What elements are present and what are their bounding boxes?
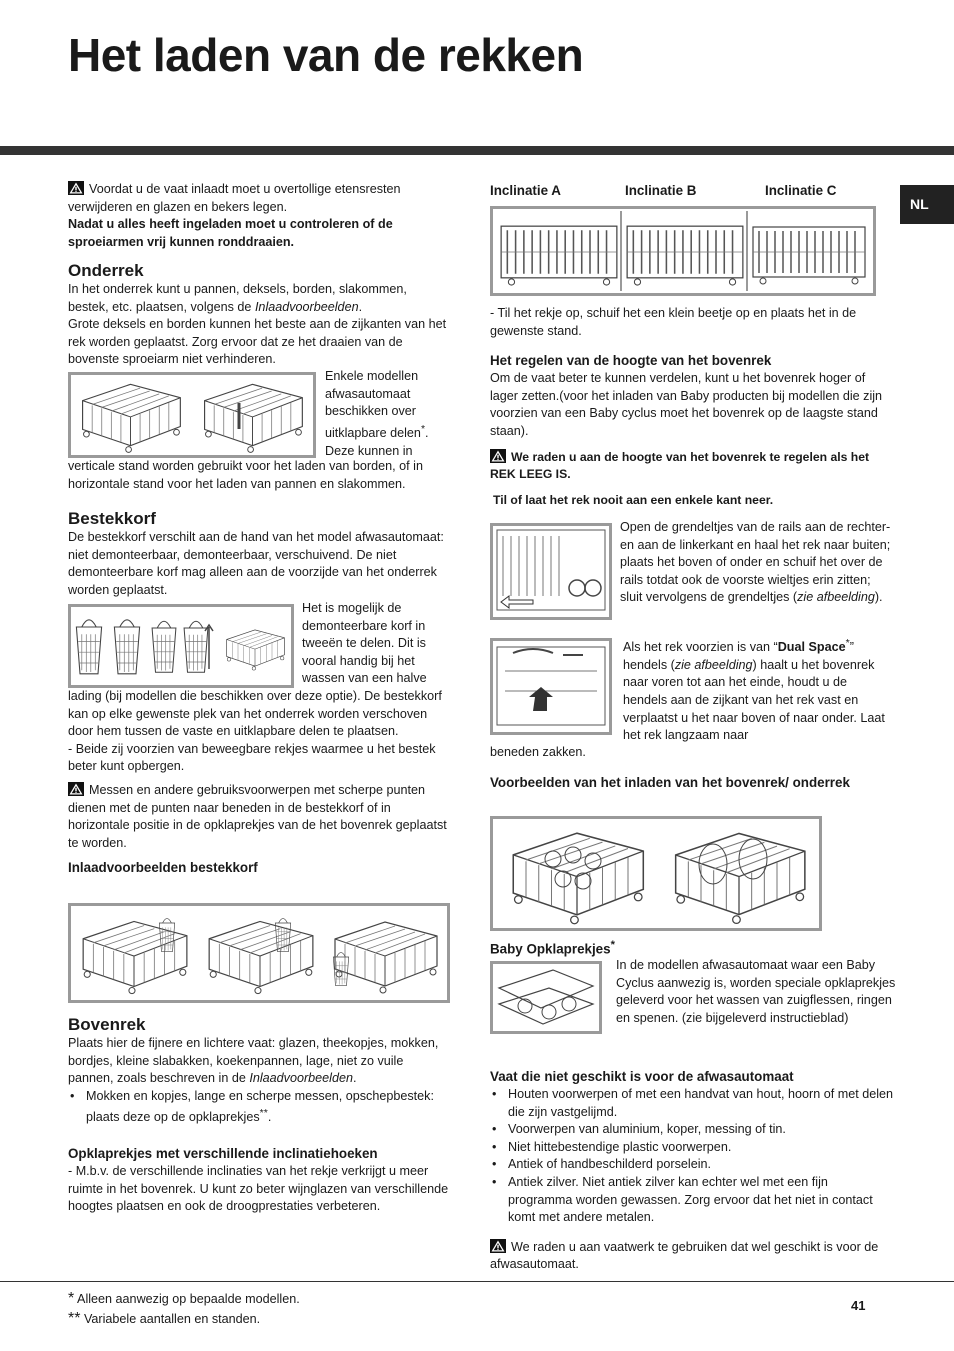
ongeschikt-section [490, 1068, 894, 1274]
section-bovenrek [68, 1014, 450, 1216]
footnote-mark: * [68, 1290, 75, 1307]
bestekkorf-warning: Messen en andere gebruiksvoorwerpen met scherpe punten dienen met de punten naar beneden in de bestekkorf of in horizontale positie in de opklaprekjes van de het bovenrek geplaatst te worden. [68, 782, 447, 850]
warning-icon [490, 1239, 506, 1253]
page-title: Het laden van de rekken [68, 29, 584, 81]
heading-onderrek: Onderrek [68, 261, 144, 280]
bestekkorf-p2a: Het is mogelijk de demonteerbare korf in tweeën te delen. Dit is vooral handig bij het wassen van een halve [302, 601, 427, 686]
baby-text [616, 957, 896, 1027]
intro-bold-text: Nadat u alles heeft ingeladen moet u controleren of de sproeiarmen vrij kunnen ronddraaien. [68, 217, 393, 249]
heading-hoogte: Het regelen van de hoogte van het bovenrek [490, 353, 772, 369]
ongeschikt-warning: We raden u aan vaatwerk te gebruiken dat wel geschikt is voor de afwasautomaat. [490, 1239, 879, 1272]
label-inclinatie-c: Inclinatie C [765, 183, 837, 198]
hoogte-bold2: Til of laat het rek nooit aan een enkele kant neer. [493, 492, 774, 507]
header-rule [0, 146, 954, 155]
bestekkorf-side [302, 600, 450, 688]
onderrek-p1a: In het onderrek kunt u pannen, deksels, borden, slakommen, bestek, etc. plaatsen, volgens de [68, 282, 407, 314]
heading-ongeschikt: Vaat die niet geschikt is voor de afwasautomaat [490, 1069, 794, 1084]
section-bestekkorf [68, 508, 450, 599]
onderrek-p2: Grote deksels en borden kunnen het beste aan de zijkanten van het rek worden geplaatst. Zorg ervoor dat ze het draaien van de bovenste sproeiarm niet verhinderen. [68, 317, 447, 367]
list-item: • Niet hittebestendige plastic voorwerpen. [490, 1139, 894, 1157]
list-item: • Houten voorwerpen of met een handvat van hout, hoorn of met delen die zijn vastgelijmd. [490, 1086, 894, 1121]
baby-p1: In de modellen afwasautomaat waar een Baby Cyclus aanwezig is, worden speciale opklaprekjes geleverd voor het wassen van zuigflessen, ringen en spenen. (zie bijgeleverd instructieblad) [616, 958, 896, 1025]
onderrek-p1b: . [358, 299, 363, 314]
heading-baby: Baby Opklaprekjes [490, 941, 611, 957]
bovenrek-p1a: Plaats hier de fijnere en lichtere vaat: glazen, theekopjes, mokken, bordjes, kleine slabakken, koekenpannen, lage, niet zo vuile pannen, zoals beschreven in de [68, 1036, 439, 1086]
inlaad-figure [68, 903, 450, 1003]
rail-text [620, 519, 894, 607]
warning-icon [68, 782, 84, 796]
dual-space-label: Dual Space [777, 640, 846, 655]
bestekkorf-p3: - Beide zij voorzien van beweegbare rekjes waarmee u het bestek beter kunt opbergen. [68, 741, 436, 774]
bovenrek-bullet: Mokken en kopjes, lange en scherpe messen, opschepbestek: plaats deze op de opklaprekjes [86, 1088, 434, 1125]
hoogte-p2b: ). [874, 590, 883, 605]
onderrek-p1-italic: Inlaadvoorbeelden [254, 299, 359, 314]
list-item [68, 1088, 450, 1127]
opklap-p1: - M.b.v. de verschillende inclinaties van het rekje verkrijgt u meer ruimte in het bovenrek. U kunt zo beter wijnglazen van verschillende hoogtes plaatsen en ook de droogprestaties verbeteren. [68, 1164, 449, 1214]
dualspace-figure [490, 638, 612, 735]
hoogte-p3b: ” hendels ( [623, 640, 854, 672]
hoogte-p3d: beneden zakken. [490, 745, 586, 759]
footnote-mark: * [420, 422, 426, 435]
page-number: 41 [851, 1298, 866, 1313]
rail-figure [490, 523, 612, 620]
list-item: • Antiek of handbeschilderd porselein. [490, 1156, 894, 1174]
list-item: • Antiek zilver. Niet antiek zilver kan echter wel met een fijn programma worden gewassen. Zorg ervoor dat het niet in contact komt met andere metalen. [490, 1174, 894, 1227]
onderrek-p3c: verticale stand worden gebruikt voor het laden van borden, of in horizontale stand voor het laden van pannen en slakommen. [68, 459, 423, 491]
left-intro [68, 181, 450, 251]
inclinatie-figure [490, 206, 876, 296]
warning-icon [68, 181, 84, 195]
hoogte-p2-italic: zie afbeelding [797, 590, 875, 605]
footnote-mark: * [610, 939, 615, 951]
list-item: • Voorwerpen van aluminium, koper, messing of tin. [490, 1121, 894, 1139]
heading-inlaadvoorbeelden: Inlaadvoorbeelden bestekkorf [68, 860, 258, 876]
footnote-1 [68, 1290, 300, 1308]
hoogte-warning: We raden u aan de hoogte van het bovenrek te regelen als het REK LEEG IS. [490, 449, 870, 482]
bestekkorf-p1: De bestekkorf verschilt aan de hand van het model afwasautomaat: niet demonteerbaar, demonteerbaar, verschuivend. De niet demonteerbare korf mag alleen aan de voorzijde van het onderrek worden geplaatst. [68, 530, 444, 597]
label-inclinatie-b: Inclinatie B [625, 183, 697, 198]
onderrek-p3c-wrap [68, 458, 450, 493]
baby-figure [490, 961, 602, 1034]
footnote-2-text: Variabele aantallen en standen. [83, 1312, 261, 1326]
voorbeelden-figure [490, 816, 822, 931]
onderrek-p3b: . Deze kunnen in [325, 425, 429, 458]
bestekkorf-p2b: lading (bij modellen die beschikken over deze optie). De bestekkorf kan op elke gewenste plek van het onderrek worden verschoven door hem tussen de vaste en uitklapbare delen te plaatsen. [68, 689, 442, 739]
hoogte-p3-italic: zie afbeelding [674, 657, 753, 672]
hoogte-p3a: Als het rek voorzien is van “ [623, 640, 778, 655]
bestekkorf-figure [68, 604, 294, 688]
onderrek-side-text [325, 368, 450, 460]
footnote-1-text: Alleen aanwezig op bepaalde modellen. [77, 1292, 300, 1306]
hoogte-p1: Om de vaat beter te kunnen verdelen, kunt u het bovenrek hoger of lager zetten.(voor het inladen van Baby producten bij modellen die zijn voorzien van een Baby cyclus moet het bovenrek op de laagste stand staan). [490, 371, 883, 438]
footer-rule [0, 1281, 954, 1282]
dualspace-text [623, 635, 894, 745]
heading-opklaprekjes: Opklaprekjes met verschillende inclinatiehoeken [68, 1146, 378, 1162]
baby-heading-wrap [490, 936, 894, 958]
right-voorbeelden [490, 744, 894, 792]
intro-warning-text: Voordat u de vaat inlaadt moet u overtollige etensresten verwijderen en glazen en bekers legen. [68, 182, 401, 214]
bovenrek-p1b: . [352, 1071, 357, 1086]
right-mid [490, 305, 894, 509]
footnote-mark: ** [68, 1310, 81, 1327]
label-inclinatie-a: Inclinatie A [490, 183, 561, 198]
heading-bovenrek: Bovenrek [68, 1015, 146, 1034]
footnote-mark: * [845, 637, 850, 649]
tilt-text: - Til het rekje op, schuif het een klein beetje op en plaats het in de gewenste stand. [490, 306, 857, 338]
bovenrek-bullet-end: . [267, 1110, 272, 1125]
footnote-mark: ** [259, 1107, 268, 1120]
language-tab: NL [900, 185, 954, 224]
heading-voorbeelden: Voorbeelden van het inladen van het bovenrek/ onderrek [490, 774, 850, 790]
onderrek-p3a: Enkele modellen afwasautomaat beschikken over uitklapbare delen [325, 369, 421, 440]
hoogte-p2a: Open de grendeltjes van de rails aan de rechter- en aan de linkerkant en haal het rek naar buiten; plaats het boven of onder en schuif het over de rails totdat ook de voorste wieltjes erin zitten; sluit vervolgens de grendeltjes ( [620, 520, 891, 605]
bovenrek-p1-italic: Inlaadvoorbeelden [249, 1071, 353, 1086]
warning-icon [490, 449, 506, 463]
bestekkorf-rest [68, 688, 450, 877]
onderrek-figure [68, 372, 316, 458]
hoogte-p3c: ) haalt u het bovenrek naar voren tot aan het einde, houdt u de hendels aan de zijkant van het rek vast en verplaatst u het naar boven of naar onder. Laat het rek langzaam naar [623, 657, 885, 743]
section-onderrek [68, 260, 450, 369]
footnote-2 [68, 1310, 260, 1328]
heading-bestekkorf: Bestekkorf [68, 509, 156, 528]
